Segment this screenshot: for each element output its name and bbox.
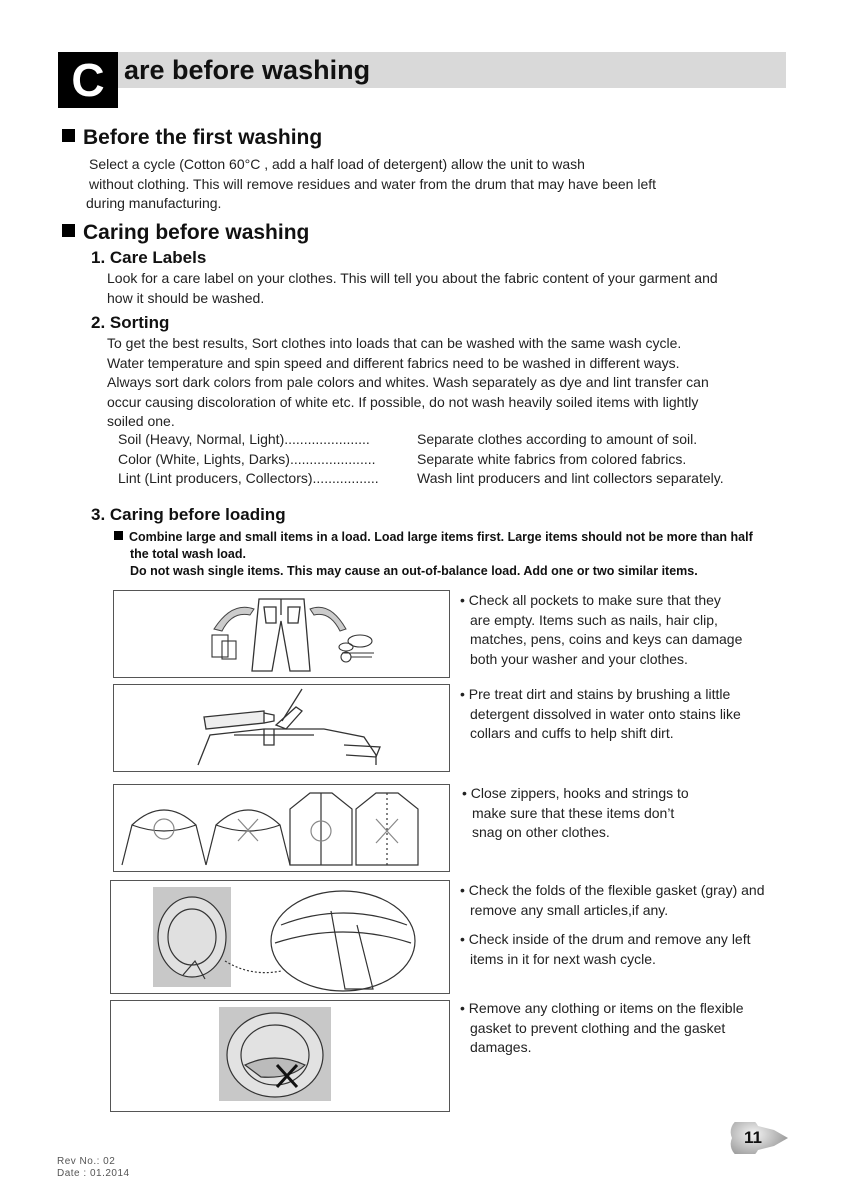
sorting-row-color: Color (White, Lights, Darks)...................... — [118, 451, 376, 467]
heading-before-first-washing: Before the first washing — [62, 126, 322, 150]
illustration-close-zippers — [113, 784, 450, 872]
illustration-remove-items — [110, 1000, 450, 1112]
illustration-pretreat-stains — [113, 684, 450, 772]
sorting-text: To get the best results, Sort clothes into loads that can be washed with the same wash cycle. Water temperature and spin speed and different fabrics need to be washed in different ways. Always sort dark colors from pale colors and whites. Wash separately as dye and lint transfer can occur causing discoloration of white etc. If possible, do not wash heavily soiled items with lightly soiled one. — [107, 335, 709, 429]
heading-sorting: 2. Sorting — [91, 313, 170, 332]
loading-note: Combine large and small items in a load. Load large items first. Large items should not be more than half the total wash load. Do not wash single items. This may cause an out-of-balance load. Add one or two similar items. — [114, 529, 753, 580]
square-bullet-icon — [114, 531, 123, 540]
first-washing-text: Select a cycle (Cotton 60°C , add a half load of detergent) allow the unit to wash without clothing. This will remove residues and water from the drum that may have been left during manufacturing. — [86, 156, 657, 211]
sorting-row-lint-desc: Wash lint producers and lint collectors separately. — [417, 470, 724, 486]
square-bullet-icon — [62, 224, 75, 237]
care-labels-text: Look for a care label on your clothes. This will tell you about the fabric content of your garment and how it should be washed. — [107, 270, 718, 306]
page-number: 11 — [744, 1128, 762, 1147]
heading-care-labels: 1. Care Labels — [91, 248, 207, 267]
bullet-check-pockets: • Check all pockets to make sure that they are empty. Items such as nails, hair clip, matches, pens, coins and keys can damage both your washer and your clothes. — [460, 592, 743, 667]
sorting-row-soil-desc: Separate clothes according to amount of soil. — [417, 431, 698, 447]
sorting-row-lint: Lint (Lint producers, Collectors)................. — [118, 470, 379, 486]
bullet-pretreat-stains: • Pre treat dirt and stains by brushing a little detergent dissolved in water onto stains like collars and cuffs to help shift dirt. — [460, 686, 741, 741]
header-initial-letter: C — [58, 52, 118, 108]
bullet-check-drum: • Check inside of the drum and remove any left items in it for next wash cycle. — [460, 931, 751, 967]
footer-revision: Rev No.: 02 Date : 01.2014 — [57, 1156, 130, 1179]
illustration-check-pockets — [113, 590, 450, 678]
heading-caring-before-loading: 3. Caring before loading — [91, 505, 286, 524]
illustration-check-gasket — [110, 880, 450, 994]
heading-caring-before-washing: Caring before washing — [62, 221, 309, 245]
sorting-row-color-desc: Separate white fabrics from colored fabrics. — [417, 451, 687, 467]
square-bullet-icon — [62, 129, 75, 142]
bullet-close-zippers: • Close zippers, hooks and strings to make sure that these items don’t snag on other clothes. — [462, 785, 689, 840]
page-title: are before washing — [124, 55, 371, 85]
sorting-row-soil: Soil (Heavy, Normal, Light)...................... — [118, 431, 370, 447]
bullet-remove-items: • Remove any clothing or items on the flexible gasket to prevent clothing and the gasket damages. — [460, 1000, 744, 1055]
bullet-check-gasket: • Check the folds of the flexible gasket (gray) and remove any small articles,if any. — [460, 882, 765, 918]
